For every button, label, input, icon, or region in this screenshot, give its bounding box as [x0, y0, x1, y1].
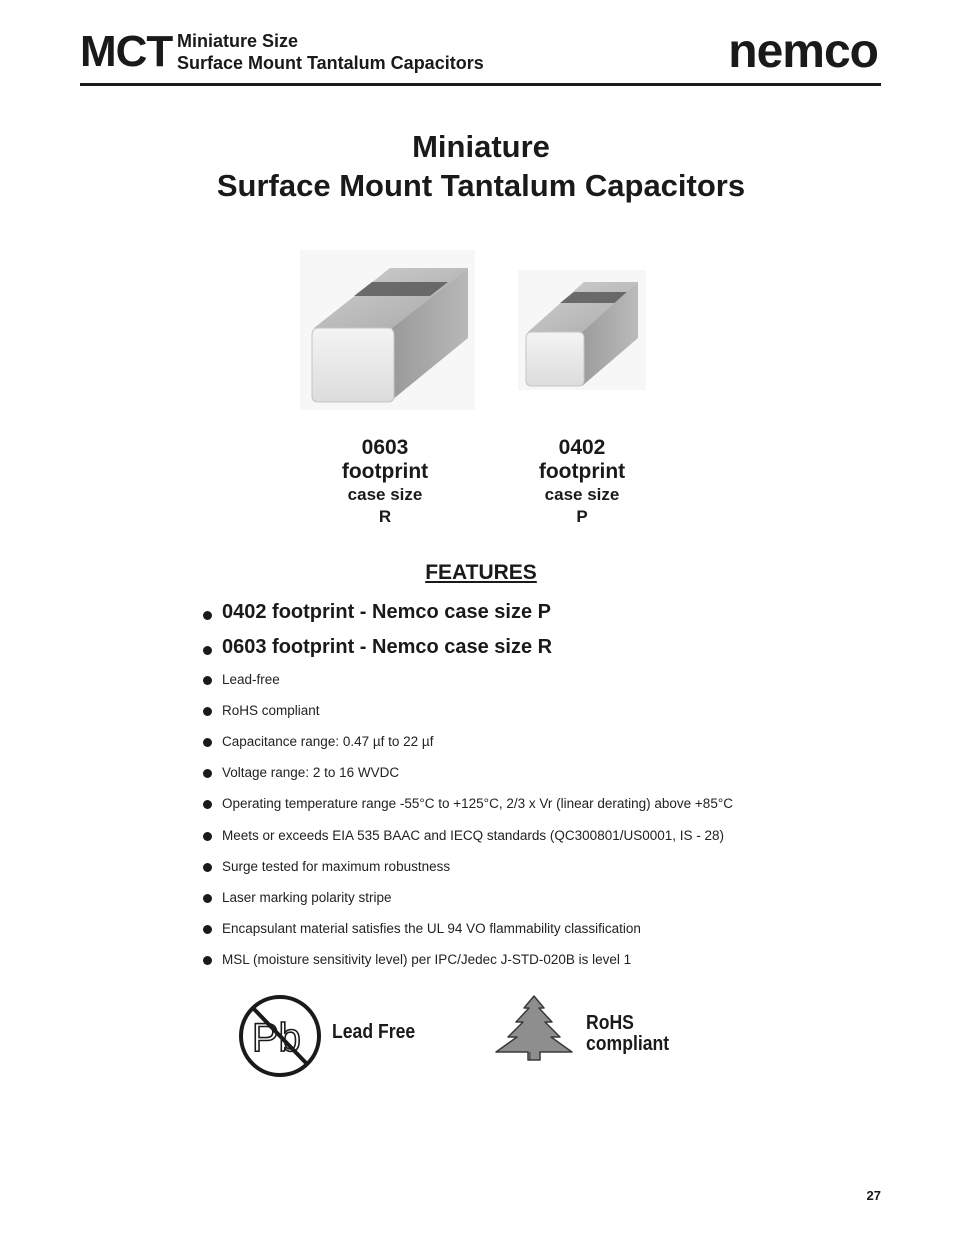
bullet-icon — [203, 738, 212, 747]
header-subtitle-line1: Miniature Size — [177, 31, 299, 51]
case-size-label: case size — [544, 485, 620, 504]
capacitor-0402-image — [518, 270, 646, 390]
bullet-icon — [203, 832, 212, 841]
case-code: 0603 — [361, 436, 409, 459]
case-code: 0402 — [558, 436, 606, 459]
bullet-icon — [203, 676, 212, 685]
case-footprint-label: footprint — [538, 460, 626, 483]
rohs-compliant-label — [586, 1013, 669, 1055]
rohs-label-line1: RoHS — [586, 1012, 634, 1034]
header-divider — [80, 83, 881, 86]
header-subtitle-line2: Surface Mount Tantalum Capacitors — [177, 53, 484, 73]
brand-logo: nemco — [728, 25, 878, 78]
case-footprint-label: footprint — [341, 460, 429, 483]
bullet-icon — [203, 769, 212, 778]
bullet-icon — [203, 925, 212, 934]
bullet-icon — [203, 646, 212, 655]
case-caption-0402 — [517, 436, 647, 528]
bullet-icon — [203, 707, 212, 716]
bullet-icon — [203, 956, 212, 965]
no-lead-icon — [236, 992, 324, 1080]
bullet-icon — [203, 611, 212, 620]
case-size-label: case size — [347, 485, 423, 504]
lead-free-label: Lead Free — [332, 1021, 416, 1043]
series-code: MCT — [80, 27, 173, 76]
page-title-line1: Miniature — [412, 129, 550, 164]
case-size-letter: P — [576, 507, 588, 526]
case-caption-0603 — [320, 436, 450, 528]
bullet-icon — [203, 863, 212, 872]
capacitor-0603-image — [300, 250, 475, 410]
features-heading: FEATURES — [425, 561, 537, 584]
rohs-label-line2: compliant — [586, 1033, 670, 1055]
page-number: 27 — [866, 1188, 881, 1203]
page-title-line2: Surface Mount Tantalum Capacitors — [216, 168, 746, 203]
bullet-icon — [203, 894, 212, 903]
header-subtitle — [177, 30, 484, 74]
pb-symbol: Pb — [252, 1016, 301, 1060]
bullet-icon — [203, 800, 212, 809]
rohs-tree-icon — [494, 994, 574, 1064]
case-size-letter: R — [378, 507, 392, 526]
